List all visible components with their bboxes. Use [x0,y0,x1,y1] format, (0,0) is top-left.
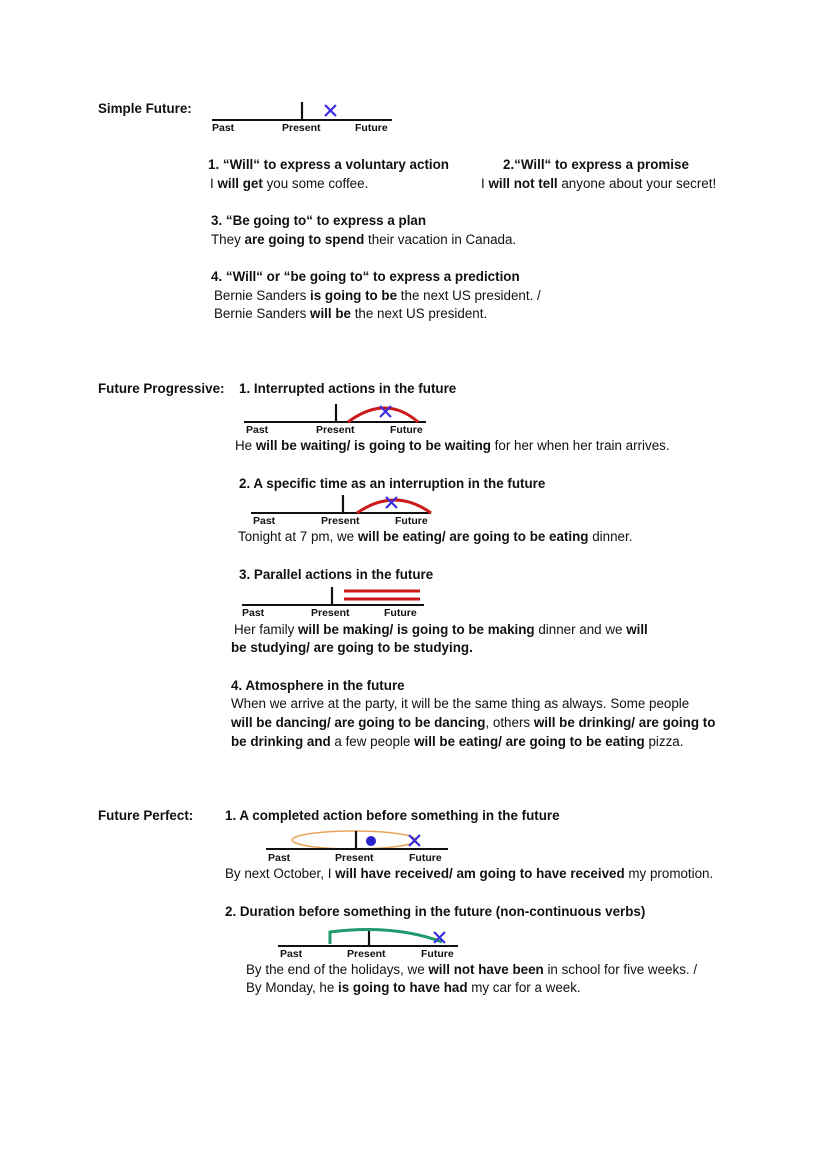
bold-verb-phrase: will be making/ is going to be making [298,622,535,637]
label-present: Present [311,607,350,619]
label-future: Future [355,122,388,134]
label-present: Present [347,948,386,960]
example-sentence [231,733,683,751]
section-title-simple-future: Simple Future: [98,101,192,116]
bold-verb-phrase: will have received/ am going to have received [335,866,625,881]
label-future: Future [390,424,423,436]
sentence-text: dinner. [588,529,633,544]
sentence-text: I [210,176,218,191]
dot-icon [366,836,376,846]
label-past: Past [242,607,265,619]
section-title-future-progressive: Future Progressive: [98,381,225,396]
timeline-specific-time [247,491,447,529]
heading: 1. “Will“ to express a voluntary action [208,157,449,172]
sentence-text: their vacation in Canada. [364,232,517,247]
label-present: Present [316,424,355,436]
label-future: Future [409,852,442,864]
sentence-text: By Monday, he [246,980,339,995]
bold-verb-phrase: will not have been [428,962,544,977]
bold-verb-phrase: will not tell [488,176,558,191]
sentence-text: dinner and we [534,622,627,637]
label-future: Future [384,607,417,619]
timeline-completed-action [262,827,462,865]
example-sentence [235,437,670,455]
sentence-text: in school for five weeks. / [543,962,698,977]
label-past: Past [253,515,276,527]
label-past: Past [268,852,291,864]
timeline-simple-future [208,98,398,136]
heading: 2. Duration before something in the future (non-continuous verbs) [225,904,646,919]
green-arc [330,930,442,944]
sentence-text: Bernie Sanders [214,288,311,303]
heading: 3. Parallel actions in the future [239,567,434,582]
example-sentence [211,231,516,249]
example-sentence [210,175,368,193]
timeline-duration [274,922,474,962]
sentence-text: you some coffee. [262,176,369,191]
bold-verb-phrase: will be eating/ are going to be eating [357,529,589,544]
bold-verb-phrase: is going to have had [338,980,468,995]
bold-verb-phrase: is going to be [310,288,398,303]
label-past: Past [280,948,303,960]
x-mark-icon [325,105,336,116]
label-present: Present [335,852,374,864]
sentence-text: By the end of the holidays, we [246,962,429,977]
sentence-text: the next US president. [350,306,488,321]
bold-verb-phrase: will get [217,176,263,191]
example-sentence [238,528,632,546]
example-sentence [231,639,473,657]
example-sentence [246,979,581,997]
bold-verb-phrase: will be dancing/ are going to be dancing [231,715,486,730]
example-sentence [246,961,697,979]
example-sentence [214,287,541,305]
timeline-parallel [238,583,438,621]
sentence-text: a few people [330,734,415,749]
example-sentence [231,714,715,732]
label-present: Present [321,515,360,527]
label-future: Future [395,515,428,527]
label-past: Past [212,122,235,134]
bold-verb-phrase: are going to spend [244,232,365,247]
timeline-interrupted [240,400,440,438]
sentence-text: I [481,176,489,191]
label-future: Future [421,948,454,960]
sentence-text: my promotion. [624,866,714,881]
sentence-text: anyone about your secret! [557,176,717,191]
bold-verb-phrase: will be waiting/ is going to be waiting [255,438,491,453]
section-title-future-perfect: Future Perfect: [98,808,194,823]
label-past: Past [246,424,269,436]
sentence-text: pizza. [644,734,684,749]
sentence-text: Tonight at 7 pm, we [238,529,358,544]
bold-verb-phrase: will be eating/ are going to be eating [414,734,645,749]
heading: 1. Interrupted actions in the future [239,381,457,396]
heading: 4. “Will“ or “be going to“ to express a prediction [211,269,520,284]
sentence-text: He [235,438,256,453]
bold-verb-phrase: be drinking and [231,734,331,749]
heading: 2.“Will“ to express a promise [503,157,689,172]
example-sentence [481,175,716,193]
sentence-text: They [211,232,245,247]
sentence-text: my car for a week. [467,980,581,995]
bold-verb-phrase: will [626,622,648,637]
sentence-text: Her family [234,622,298,637]
example-sentence [225,865,713,883]
label-present: Present [282,122,321,134]
sentence-text: By next October, I [225,866,336,881]
heading: 1. A completed action before something in the future [225,808,560,823]
heading: 3. “Be going to“ to express a plan [211,213,427,228]
sentence-text: for her when her train arrives. [490,438,670,453]
bold-verb-phrase: will be [310,306,351,321]
orange-ellipse [292,831,416,849]
sentence-text: the next US president. / [397,288,541,303]
example-sentence [231,695,689,713]
sentence-text: Bernie Sanders [214,306,311,321]
sentence-text: When we arrive at the party, it will be the same thing as always. Some people [231,696,690,711]
example-sentence [234,621,648,639]
sentence-text: , others [485,715,534,730]
heading: 2. A specific time as an interruption in the future [239,476,546,491]
x-mark-icon [409,835,420,846]
bold-verb-phrase: will be drinking/ are going to [533,715,716,730]
example-sentence [214,305,487,323]
heading: 4. Atmosphere in the future [231,678,405,693]
bold-verb-phrase: be studying/ are going to be studying. [231,640,473,655]
